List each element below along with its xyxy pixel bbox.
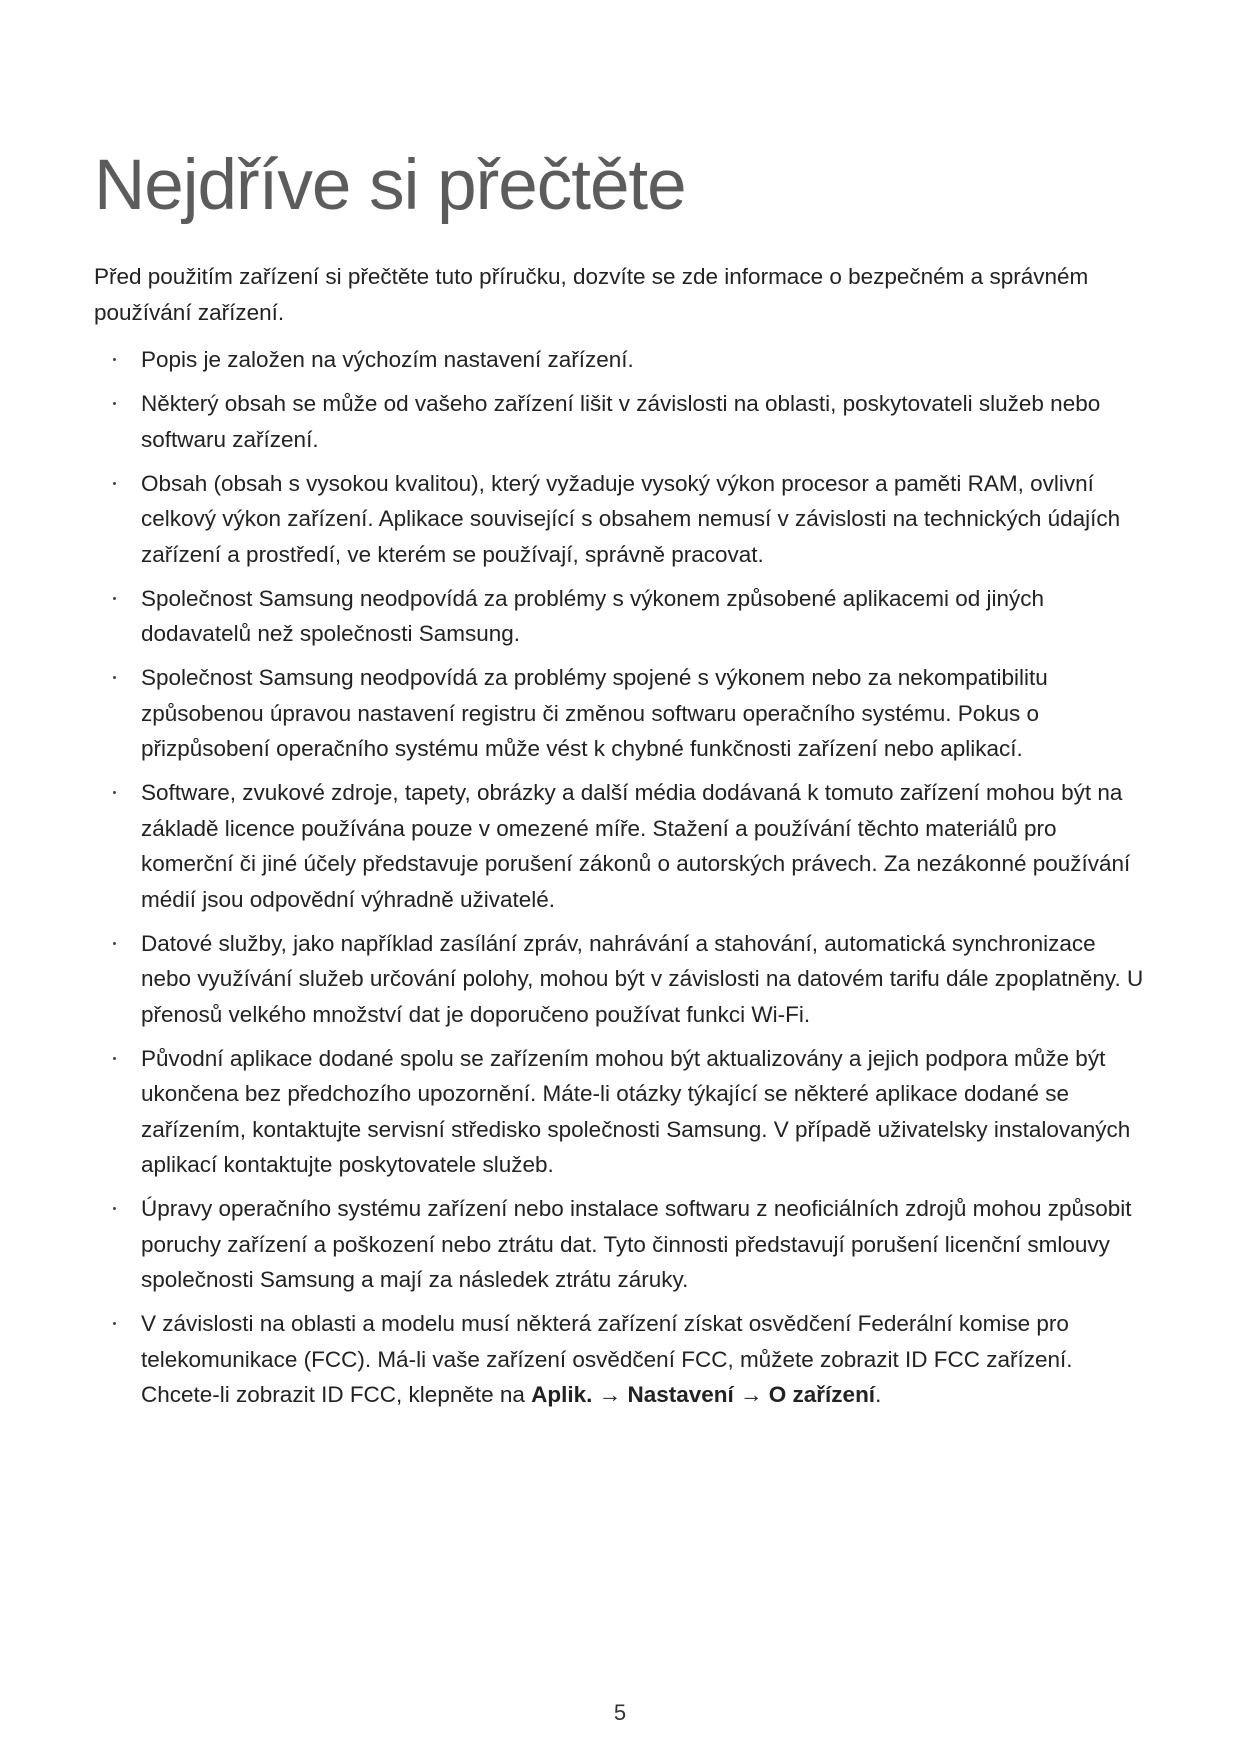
list-item: Některý obsah se může od vašeho zařízení lišit v závislosti na oblasti, poskytovateli služeb nebo softwaru zařízení.	[94, 386, 1144, 457]
page-number: 5	[613, 1700, 627, 1725]
list-item: Software, zvukové zdroje, tapety, obrázky a další média dodávaná k tomuto zařízení mohou být na základě licence používána pouze v omezené míře. Stažení a používání těchto materiálů pro komerční či jiné účely představuje porušení zákonů o autorských právech. Za nezákonné používání médií jsou odpovědní výhradně uživatelé.	[94, 775, 1144, 917]
list-item: Datové služby, jako například zasílání zpráv, nahrávání a stahování, automatická synchronizace nebo využívání služeb určování polohy, mohou být v závislosti na datovém tarifu dále zpoplatněny. U přenosů velkého množství dat je doporučeno používat funkci Wi-Fi.	[94, 926, 1144, 1033]
menu-path-apps: Aplik.	[531, 1382, 593, 1407]
list-item: Společnost Samsung neodpovídá za problémy spojené s výkonem nebo za nekompatibilitu způsobenou úpravou nastavení registru či změnou softwaru operačního systému. Pokus o přizpůsobení operačního systému může vést k chybné funkčnosti zařízení nebo aplikací.	[94, 660, 1144, 767]
menu-path-settings: Nastavení	[627, 1382, 734, 1407]
list-item: Popis je založen na výchozím nastavení zařízení.	[94, 342, 1144, 378]
list-item-fcc	[94, 1306, 1144, 1413]
list-item: Úpravy operačního systému zařízení nebo instalace softwaru z neoficiálních zdrojů mohou způsobit poruchy zařízení a poškození nebo ztrátu dat. Tyto činnosti představují porušení licenční smlouvy společnosti Samsung a mají za následek ztrátu záruky.	[94, 1191, 1144, 1298]
intro-paragraph: Před použitím zařízení si přečtěte tuto příručku, dozvíte se zde informace o bezpečném a správném používání zařízení.	[94, 264, 1089, 325]
list-item: Společnost Samsung neodpovídá za problémy s výkonem způsobené aplikacemi od jiných dodavatelů než společnosti Samsung.	[94, 581, 1144, 652]
menu-path-about: O zařízení	[768, 1382, 876, 1407]
list-item: Původní aplikace dodané spolu se zařízením mohou být aktualizovány a jejich podpora může být ukončena bez předchozího upozornění. Máte-li otázky týkající se některé aplikace dodané se zařízením, kontaktujte servisní středisko společnosti Samsung. V případě uživatelsky instalovaných aplikací kontaktujte poskytovatele služeb.	[94, 1041, 1144, 1183]
list-item: Obsah (obsah s vysokou kvalitou), který vyžaduje vysoký výkon procesor a paměti RAM, ovlivní celkový výkon zařízení. Aplikace související s obsahem nemusí v závislosti na technických údajích zařízení a prostředí, ve kterém se používají, správně pracovat.	[94, 466, 1144, 573]
fcc-text: V závislosti na oblasti a modelu musí některá zařízení získat osvědčení Federální komise pro telekomunikace (FCC). Má-li vaše zařízení osvědčení FCC, můžete zobrazit ID FCC zařízení. Chcete-li zobrazit ID FCC, klepněte na	[141, 1311, 1073, 1407]
bullet-list	[94, 342, 1144, 1421]
sentence-end: .	[875, 1382, 882, 1407]
menu-path-arrow: →	[592, 1382, 628, 1407]
page-title: Nejdříve si přečtěte	[94, 146, 686, 225]
menu-path-arrow: →	[733, 1382, 769, 1407]
